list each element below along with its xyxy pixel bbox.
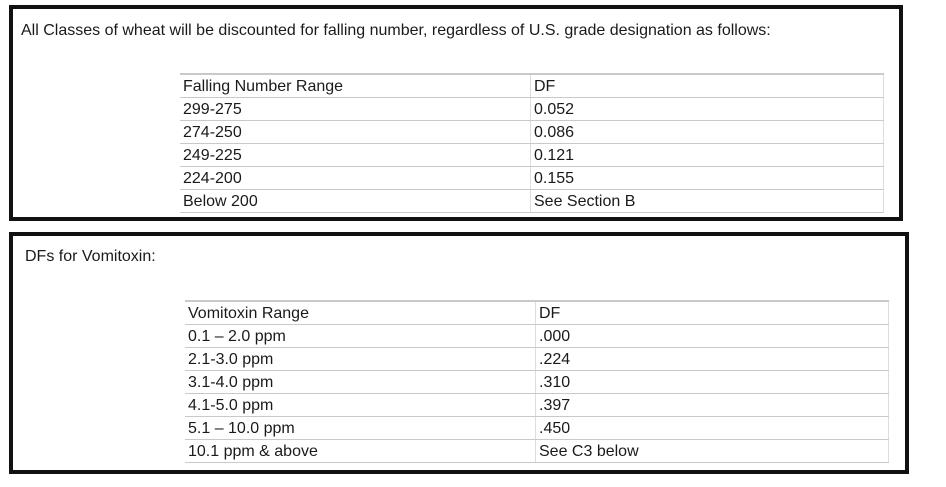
df-cell: See C3 below bbox=[536, 440, 889, 463]
range-cell: 4.1-5.0 ppm bbox=[185, 394, 536, 417]
table-row bbox=[185, 440, 889, 463]
range-cell: Below 200 bbox=[180, 190, 531, 213]
table-row bbox=[185, 417, 889, 440]
df-cell: .224 bbox=[536, 348, 889, 371]
table-row bbox=[180, 121, 884, 144]
header-df: DF bbox=[536, 301, 889, 325]
df-cell: .310 bbox=[536, 371, 889, 394]
df-cell: 0.155 bbox=[531, 167, 884, 190]
range-cell: 249-225 bbox=[180, 144, 531, 167]
vomitoxin-table bbox=[185, 300, 889, 463]
range-cell: 10.1 ppm & above bbox=[185, 440, 536, 463]
table-header-row bbox=[180, 74, 884, 98]
header-df: DF bbox=[531, 74, 884, 98]
df-cell: .397 bbox=[536, 394, 889, 417]
df-cell: See Section B bbox=[531, 190, 884, 213]
df-cell: 0.086 bbox=[531, 121, 884, 144]
falling-number-section bbox=[9, 5, 903, 221]
df-cell: 0.121 bbox=[531, 144, 884, 167]
table-header-row bbox=[185, 301, 889, 325]
falling-number-title: All Classes of wheat will be discounted for falling number, regardless of U.S. grade designation as follows: bbox=[21, 22, 771, 39]
table-row bbox=[185, 325, 889, 348]
range-cell: 274-250 bbox=[180, 121, 531, 144]
falling-number-table bbox=[180, 73, 884, 213]
range-cell: 299-275 bbox=[180, 98, 531, 121]
header-vomitoxin-range: Vomitoxin Range bbox=[185, 301, 536, 325]
range-cell: 224-200 bbox=[180, 167, 531, 190]
table-row bbox=[180, 98, 884, 121]
table-row bbox=[180, 144, 884, 167]
df-cell: 0.052 bbox=[531, 98, 884, 121]
range-cell: 0.1 – 2.0 ppm bbox=[185, 325, 536, 348]
table-row bbox=[180, 190, 884, 213]
header-falling-number-range: Falling Number Range bbox=[180, 74, 531, 98]
table-row bbox=[180, 167, 884, 190]
range-cell: 3.1-4.0 ppm bbox=[185, 371, 536, 394]
vomitoxin-section bbox=[9, 232, 909, 474]
df-cell: .000 bbox=[536, 325, 889, 348]
range-cell: 2.1-3.0 ppm bbox=[185, 348, 536, 371]
table-row bbox=[185, 371, 889, 394]
df-cell: .450 bbox=[536, 417, 889, 440]
range-cell: 5.1 – 10.0 ppm bbox=[185, 417, 536, 440]
vomitoxin-title: DFs for Vomitoxin: bbox=[25, 248, 156, 265]
table-row bbox=[185, 348, 889, 371]
table-row bbox=[185, 394, 889, 417]
